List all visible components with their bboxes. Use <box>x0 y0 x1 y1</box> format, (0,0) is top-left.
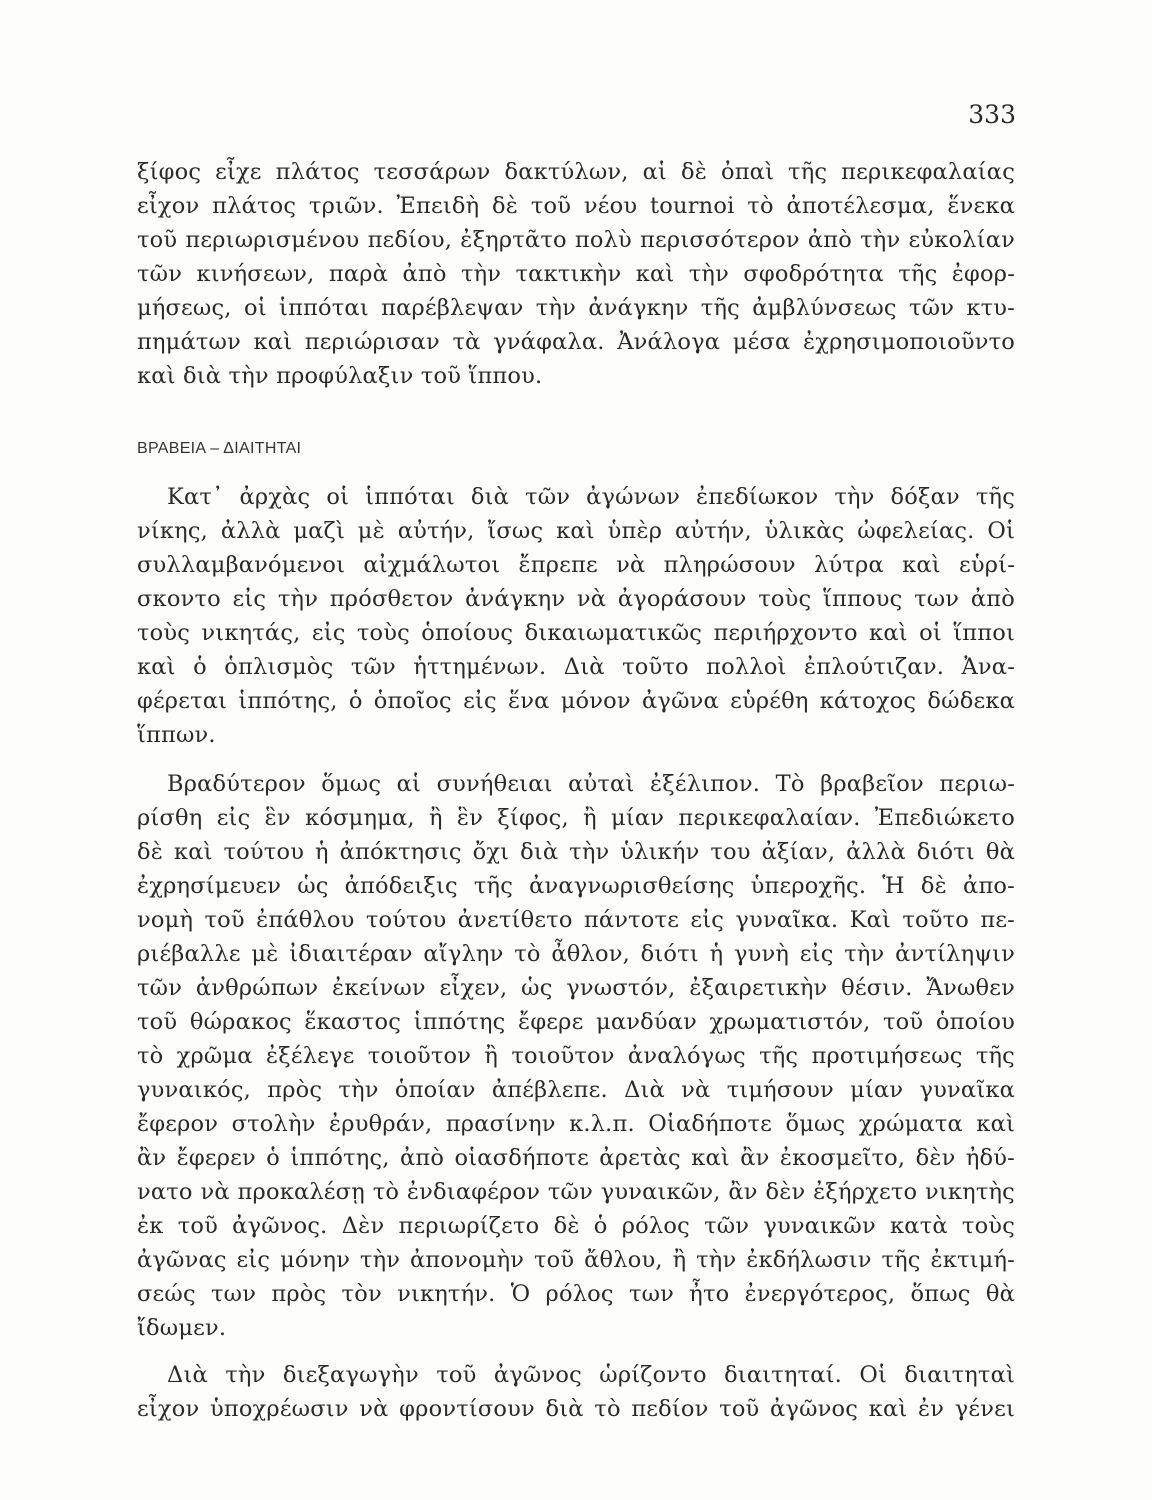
text-line: Κατ᾽ ἀρχὰς οἱ ἱππόται διὰ τῶν ἀγώνων ἐπεδίωκον τὴν δόξαν τῆς <box>167 484 1015 510</box>
text-line: τοῦ περιωρισμένου πεδίου, ἐξηρτᾶτο πολὺ περισσότερον ἀπὸ τὴν εὐκολίαν <box>137 227 1015 253</box>
text-line: ἴδωμεν. <box>137 1315 227 1341</box>
text-line: ἔφερον στολὴν ἐρυθράν, πρασίνην κ.λ.π. Οἱαδήποτε ὅμως χρώματα καὶ <box>137 1111 1015 1137</box>
text-line: τῶν ἀνθρώπων ἐκείνων εἶχεν, ὡς γνωστόν, ἐξαιρετικὴν θέσιν. Ἄνωθεν <box>137 975 1015 1001</box>
text-line: ἂν ἔφερεν ὁ ἱππότης, ἀπὸ οἱασδήποτε ἀρετὰς καὶ ἂν ἐκοσμεῖτο, δὲν ἠδύ- <box>137 1145 1015 1171</box>
text-line: μήσεως, οἱ ἱππόται παρέβλεψαν τὴν ἀνάγκην τῆς ἀμβλύνσεως τῶν κτυ- <box>137 295 1015 321</box>
text-line: καὶ ὁ ὁπλισμὸς τῶν ἡττημένων. Διὰ τοῦτο πολλοὶ ἐπλούτιζαν. Ἀνα- <box>137 654 1015 680</box>
text-line: ρίσθη εἰς ἓν κόσμημα, ἢ ἓν ξίφος, ἢ μίαν περικεφαλαίαν. Ἐπεδιώκετο <box>137 805 1015 831</box>
text-line: εἶχον ὑποχρέωσιν νὰ φροντίσουν διὰ τὸ πεδίον τοῦ ἀγῶνος καὶ ἐν γένει <box>137 1396 1015 1422</box>
text-line: φέρεται ἱππότης, ὁ ὁποῖος εἰς ἕνα μόνον ἀγῶνα εὑρέθη κάτοχος δώδεκα <box>137 688 1015 714</box>
text-line: τοῦ θώρακος ἕκαστος ἱππότης ἔφερε μανδύαν χρωματιστόν, τοῦ ὁποίου <box>137 1009 1015 1035</box>
text-line: εἶχον πλάτος τριῶν. Ἐπειδὴ δὲ τοῦ νέου tournoi τὸ ἀποτέλεσμα, ἕνεκα <box>137 193 1015 219</box>
text-line: τῶν κινήσεων, παρὰ ἀπὸ τὴν τακτικὴν καὶ τὴν σφοδρότητα τῆς ἐφορ- <box>137 261 1015 287</box>
text-line: γυναικός, πρὸς τὴν ὁποίαν ἀπέβλεπε. Διὰ νὰ τιμήσουν μίαν γυναῖκα <box>137 1077 1015 1103</box>
text-line: νομὴ τοῦ ἐπάθλου τούτου ἀνετίθετο πάντοτε εἰς γυναῖκα. Καὶ τοῦτο πε- <box>137 907 1015 933</box>
text-line: τοὺς νικητάς, εἰς τοὺς ὁποίους δικαιωματικῶς περιήρχοντο καὶ οἱ ἵπποι <box>137 620 1015 646</box>
text-line: ἀγῶνας εἰς μόνην τὴν ἀπονομὴν τοῦ ἄθλου, ἢ τὴν ἐκδήλωσιν τῆς ἐκτιμή- <box>137 1247 1015 1273</box>
text-line: Βραδύτερον ὅμως αἱ συνήθειαι αὐταὶ ἐξέλιπον. Τὸ βραβεῖον περιω- <box>167 771 1015 797</box>
text-line: ξίφος εἶχε πλάτος τεσσάρων δακτύλων, αἱ δὲ ὀπαὶ τῆς περικεφαλαίας <box>137 159 1015 185</box>
page-number: 333 <box>968 100 1016 129</box>
text-line: καὶ διὰ τὴν προφύλαξιν τοῦ ἵππου. <box>137 363 543 389</box>
section-heading: ΒΡΑΒΕΙΑ – ΔΙΑΙΤΗΤΑΙ <box>137 440 302 457</box>
text-line: ἐκ τοῦ ἀγῶνος. Δὲν περιωρίζετο δὲ ὁ ρόλος τῶν γυναικῶν κατὰ τοὺς <box>137 1213 1015 1239</box>
text-line: συλλαμβανόμενοι αἰχμάλωτοι ἔπρεπε νὰ πληρώσουν λύτρα καὶ εὑρί- <box>137 552 1015 578</box>
text-line: σκοντο εἰς τὴν πρόσθετον ἀνάγκην νὰ ἀγοράσουν τοὺς ἵππους των ἀπὸ <box>137 586 1015 612</box>
text-line: πημάτων καὶ περιώρισαν τὰ γνάφαλα. Ἀνάλογα μέσα ἐχρησιμοποιοῦντο <box>137 329 1015 355</box>
text-line: ἐχρησίμευεν ὡς ἀπόδειξις τῆς ἀναγνωρισθείσης ὑπεροχῆς. Ἡ δὲ ἀπο- <box>137 873 1015 899</box>
paragraph-4 <box>137 1358 1015 1426</box>
text-line: νίκης, ἀλλὰ μαζὶ μὲ αὐτήν, ἴσως καὶ ὑπὲρ αὐτήν, ὑλικὰς ὠφελείας. Οἱ <box>137 518 1015 544</box>
text-line: τὸ χρῶμα ἐξέλεγε τοιοῦτον ἢ τοιοῦτον ἀναλόγως τῆς προτιμήσεως τῆς <box>137 1043 1015 1069</box>
text-line: ἵππων. <box>137 722 216 748</box>
text-line: νατο νὰ προκαλέσῃ τὸ ἐνδιαφέρον τῶν γυναικῶν, ἂν δὲν ἐξήρχετο νικητὴς <box>137 1179 1015 1205</box>
paragraph-2 <box>137 480 1015 752</box>
text-line: σεώς των πρὸς τὸν νικητήν. Ὁ ρόλος των ἦτο ἐνεργότερος, ὅπως θὰ <box>137 1281 1015 1307</box>
paragraph-3 <box>137 767 1015 1345</box>
text-line: ριέβαλλε μὲ ἰδιαιτέραν αἴγλην τὸ ἆθλον, διότι ἡ γυνὴ εἰς τὴν ἀντίληψιν <box>137 941 1015 967</box>
text-line: δὲ καὶ τούτου ἡ ἀπόκτησις ὄχι διὰ τὴν ὑλικήν του ἀξίαν, ἀλλὰ διότι θὰ <box>137 839 1015 865</box>
text-line: Διὰ τὴν διεξαγωγὴν τοῦ ἀγῶνος ὡρίζοντο διαιτηταί. Οἱ διαιτηταὶ <box>167 1362 1015 1388</box>
paragraph-1 <box>137 155 1015 393</box>
